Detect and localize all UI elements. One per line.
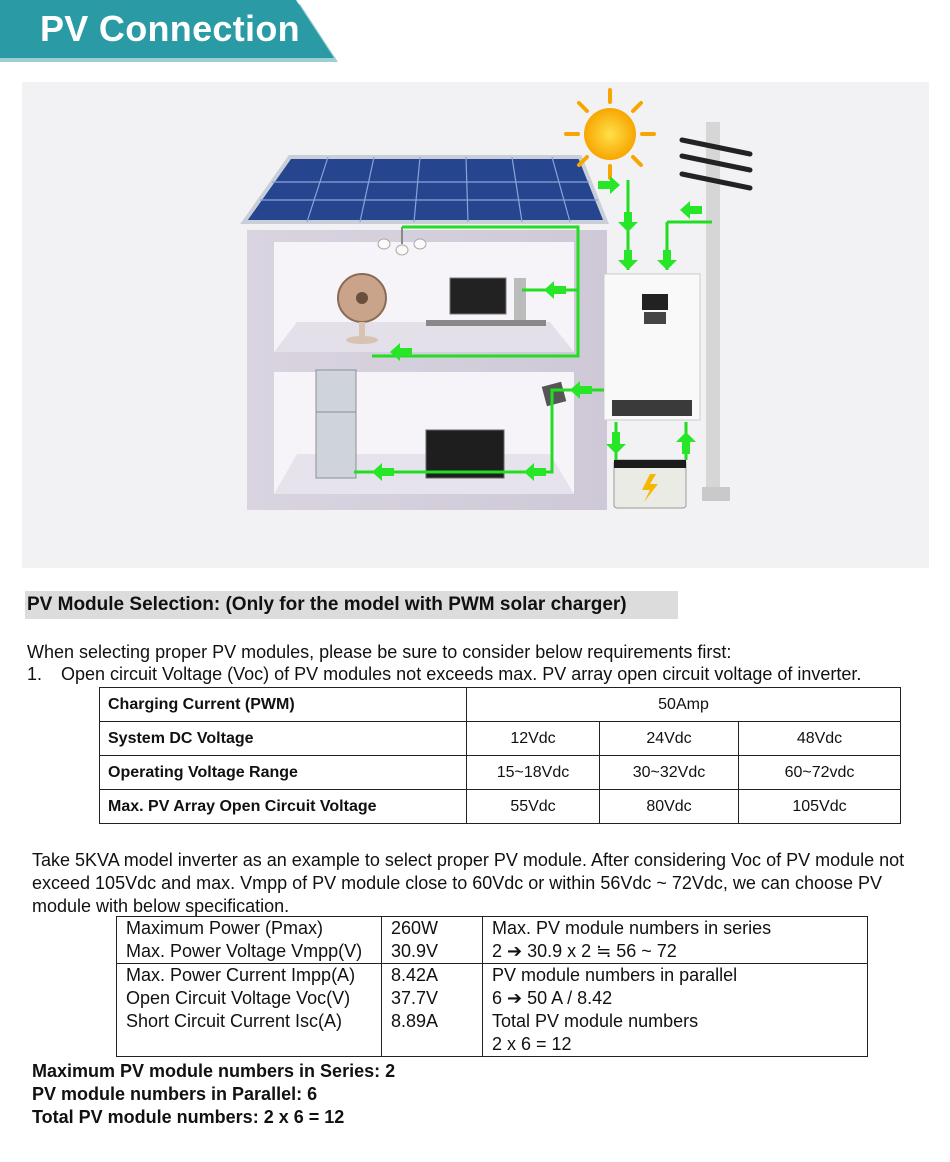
parallel-calc: 6 ➔ 50 A / 8.42 bbox=[492, 988, 613, 1008]
summary-total: Total PV module numbers: 2 x 6 = 12 bbox=[32, 1107, 345, 1127]
table-cell: 55Vdc bbox=[467, 790, 600, 824]
param-name: Max. Power Current Impp(A) bbox=[126, 965, 356, 985]
param-name: Open Circuit Voltage Voc(V) bbox=[126, 988, 351, 1008]
table-row bbox=[117, 917, 868, 964]
pv-connection-diagram bbox=[22, 82, 929, 568]
row-label: Operating Voltage Range bbox=[100, 756, 467, 790]
table-cell: 24Vdc bbox=[600, 722, 739, 756]
param-name: Max. Power Voltage Vmpp(V) bbox=[126, 941, 363, 961]
intro-sentence: When selecting proper PV modules, please be sure to consider below requirements first: bbox=[27, 642, 732, 662]
table-cell: 105Vdc bbox=[739, 790, 901, 824]
series-cell bbox=[483, 917, 868, 964]
module-spec-table bbox=[116, 916, 868, 1057]
table-row bbox=[100, 722, 901, 756]
solar-panel bbox=[244, 157, 606, 222]
requirement-item bbox=[27, 663, 861, 685]
param-name: Maximum Power (Pmax) bbox=[126, 918, 324, 938]
param-value: 30.9V bbox=[391, 941, 439, 961]
total-title: Total PV module numbers bbox=[492, 1011, 699, 1031]
parallel-cell bbox=[483, 964, 868, 1057]
table-cell: 50Amp bbox=[467, 688, 901, 722]
spec-table bbox=[99, 687, 901, 824]
row-label: Max. PV Array Open Circuit Voltage bbox=[100, 790, 467, 824]
requirement-number: 1. bbox=[27, 664, 43, 684]
table-row bbox=[100, 790, 901, 824]
total-calc: 2 x 6 = 12 bbox=[492, 1034, 572, 1054]
sun-icon bbox=[566, 90, 654, 178]
table-cell: 80Vdc bbox=[600, 790, 739, 824]
param-values bbox=[382, 917, 483, 964]
intro-text bbox=[27, 641, 861, 685]
param-values bbox=[382, 964, 483, 1057]
table-cell: 30~32Vdc bbox=[600, 756, 739, 790]
row-label: Charging Current (PWM) bbox=[100, 688, 467, 722]
param-value: 8.89A bbox=[391, 1011, 439, 1031]
param-value: 8.42A bbox=[391, 965, 439, 985]
series-calc: 2 ➔ 30.9 x 2 ≒ 56 ~ 72 bbox=[492, 941, 677, 961]
battery bbox=[614, 460, 686, 508]
series-title: Max. PV module numbers in series bbox=[492, 918, 772, 938]
param-value: 260W bbox=[391, 918, 439, 938]
param-value: 37.7V bbox=[391, 988, 439, 1008]
example-paragraph: Take 5KVA model inverter as an example to select proper PV module. After considering Voc of PV module not exceed 105Vdc and max. Vmpp of PV module close to 60Vdc or within 56Vdc ~ 72Vdc, we can choose PV module with below specification. bbox=[32, 850, 905, 916]
summary-parallel: PV module numbers in Parallel: 6 bbox=[32, 1084, 318, 1104]
param-names bbox=[117, 964, 382, 1057]
section-heading: PV Module Selection: (Only for the model with PWM solar charger) bbox=[25, 591, 678, 619]
table-row bbox=[100, 688, 901, 722]
inverter bbox=[604, 274, 700, 420]
table-row bbox=[100, 756, 901, 790]
table-cell: 15~18Vdc bbox=[467, 756, 600, 790]
summary-series: Maximum PV module numbers in Series: 2 bbox=[32, 1061, 396, 1081]
row-label: System DC Voltage bbox=[100, 722, 467, 756]
page-title: PV Connection bbox=[40, 8, 300, 49]
fridge-icon bbox=[316, 370, 356, 478]
summary bbox=[32, 1060, 395, 1129]
table-cell: 12Vdc bbox=[467, 722, 600, 756]
parallel-title: PV module numbers in parallel bbox=[492, 965, 738, 985]
table-row bbox=[117, 964, 868, 1057]
table-cell: 48Vdc bbox=[739, 722, 901, 756]
requirement-text: Open circuit Voltage (Voc) of PV modules not exceeds max. PV array open circuit voltage of inverter. bbox=[61, 664, 862, 684]
param-names bbox=[117, 917, 382, 964]
param-name: Short Circuit Current Isc(A) bbox=[126, 1011, 343, 1031]
table-cell: 60~72vdc bbox=[739, 756, 901, 790]
